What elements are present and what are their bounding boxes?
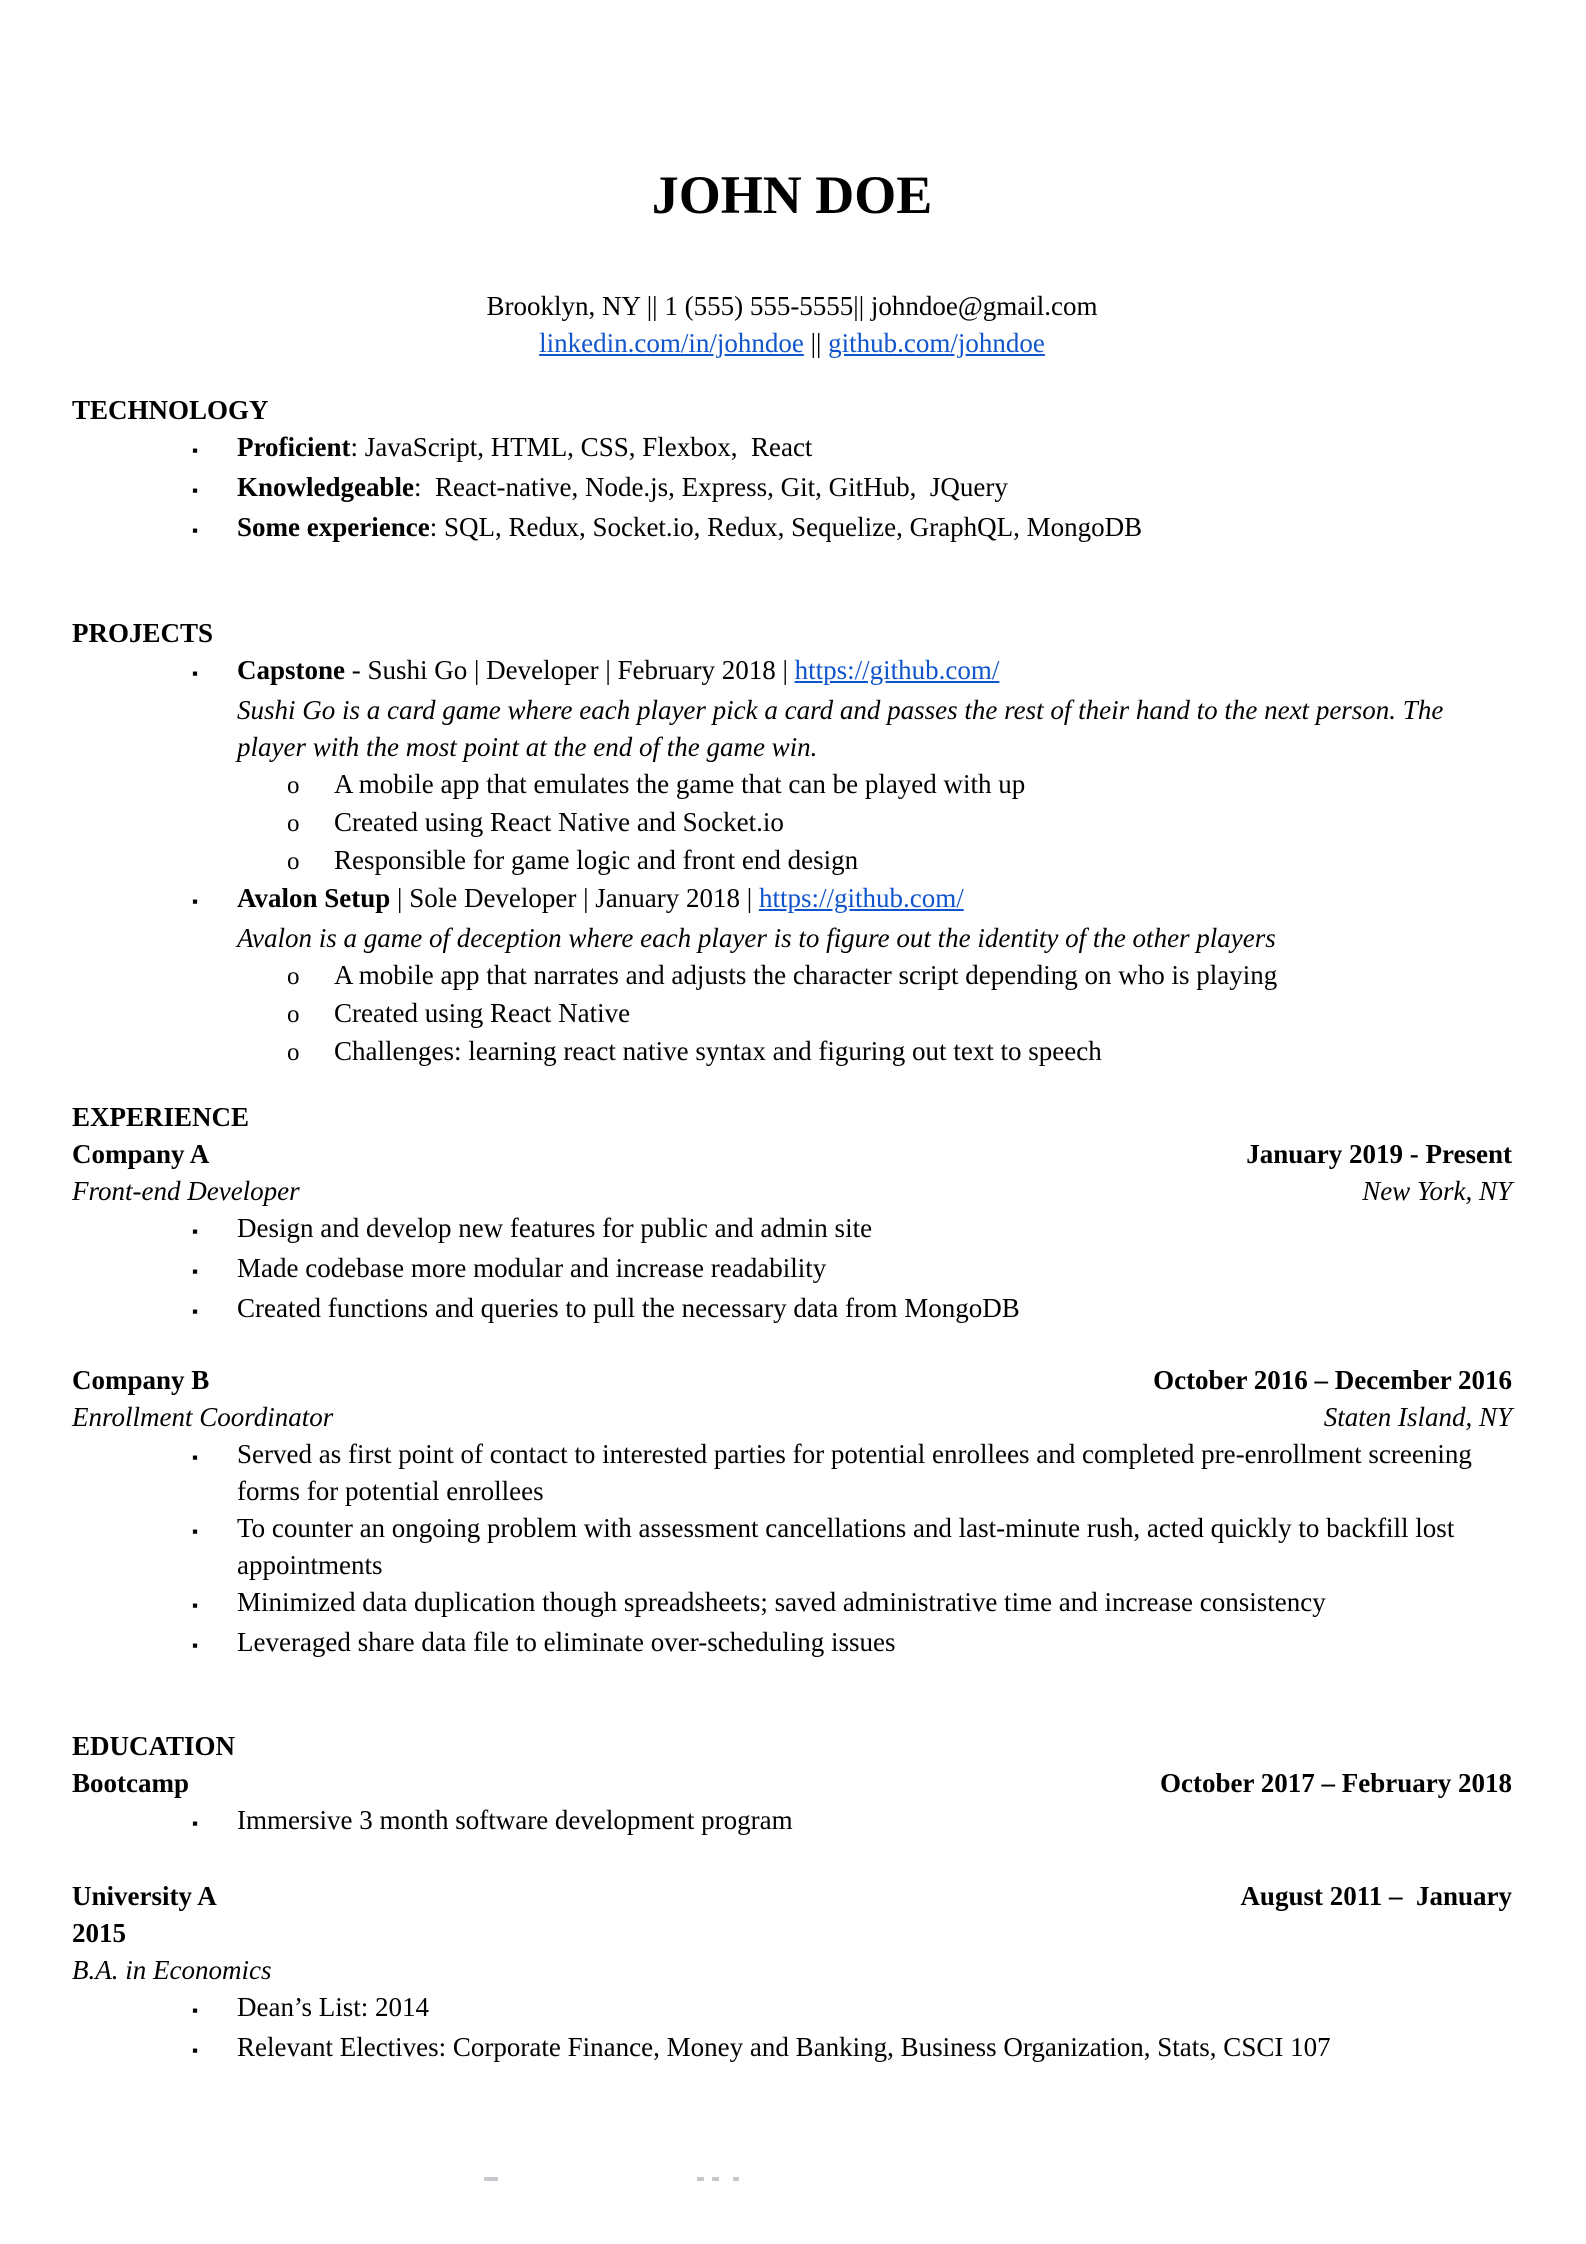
project-name: Avalon Setup (237, 883, 391, 913)
bullet-icon: ▪ (192, 1222, 199, 1241)
project-detail-text: Responsible for game logic and front end design (334, 845, 859, 875)
sub-bullet-icon: o (287, 1001, 300, 1028)
school-bullet-text: Immersive 3 month software development program (237, 1805, 793, 1835)
school-name: Bootcamp (72, 1768, 189, 1798)
project-title-row (72, 652, 1512, 692)
project-title-row (72, 880, 1512, 920)
page-artifact (697, 2177, 704, 2181)
section-education (72, 1728, 1512, 2069)
section-experience (72, 1099, 1512, 1664)
project-meta: | Sole Developer | January 2018 | (390, 883, 759, 913)
job-role: Front-end Developer (72, 1176, 300, 1206)
sub-bullet-icon: o (287, 810, 300, 837)
job-role: Enrollment Coordinator (72, 1402, 334, 1432)
job-bullet-text: Made codebase more modular and increase readability (237, 1253, 827, 1283)
school-name: University A (72, 1881, 217, 1911)
skill-level-label: Knowledgeable (237, 472, 415, 502)
project-detail-item (72, 842, 1512, 880)
bullet-icon: ▪ (192, 1448, 199, 1467)
page-title: JOHN DOE (651, 165, 933, 225)
list-item (72, 429, 1512, 469)
bullet-icon: ▪ (192, 2001, 199, 2020)
job-bullet-text: Leveraged share data file to eliminate over-scheduling issues (237, 1627, 896, 1657)
skill-level-label: Proficient (237, 432, 351, 462)
job-bullet (72, 1250, 1512, 1290)
sub-bullet-icon: o (287, 1039, 300, 1066)
sub-bullet-icon: o (287, 963, 300, 990)
project-detail-text: Created using React Native (334, 998, 631, 1028)
project-meta: - Sushi Go | Developer | February 2018 | (345, 655, 795, 685)
school-entry (72, 1765, 1512, 1842)
school-bullet-text: Dean’s List: 2014 (237, 1992, 429, 2022)
links-separator: || (803, 328, 829, 358)
bullet-icon: ▪ (192, 892, 199, 911)
bullet-icon: ▪ (192, 1596, 199, 1615)
technology-heading: TECHNOLOGY (72, 395, 269, 425)
list-item (72, 509, 1512, 549)
school-dates: October 2017 – February 2018 (1160, 1768, 1512, 1798)
company-name: Company B (72, 1365, 210, 1395)
company-name: Company A (72, 1139, 210, 1169)
projects-heading: PROJECTS (72, 618, 214, 648)
contact-links-line (72, 325, 1512, 362)
job-entry (72, 1362, 1512, 1664)
job-location: Staten Island, NY (1323, 1402, 1512, 1432)
project-description: Avalon is a game of deception where each player is to figure out the identity of the other players (237, 923, 1276, 953)
school-dates-wrap: 2015 (72, 1918, 126, 1948)
school-entry (72, 1878, 1512, 2069)
page-artifact (484, 2177, 498, 2181)
job-bullet (72, 1624, 1512, 1664)
experience-heading: EXPERIENCE (72, 1102, 250, 1132)
project-detail-item (72, 766, 1512, 804)
project-detail-text: A mobile app that narrates and adjusts the character script depending on who is playing (334, 960, 1278, 990)
skill-level-label: Some experience (237, 512, 430, 542)
project-description: Sushi Go is a card game where each player pick a card and passes the rest of their hand to the next person. The player with the most point at the end of the game win. (237, 695, 1451, 762)
contact-block (72, 288, 1512, 362)
skill-list: : JavaScript, HTML, CSS, Flexbox, React (350, 432, 813, 462)
skill-list: : SQL, Redux, Socket.io, Redux, Sequelize, GraphQL, MongoDB (429, 512, 1143, 542)
project-detail-item (72, 804, 1512, 842)
skill-list: : React-native, Node.js, Express, Git, GitHub, JQuery (414, 472, 1008, 502)
bullet-icon: ▪ (192, 441, 199, 460)
school-bullet (72, 1989, 1512, 2029)
project-detail-text: A mobile app that emulates the game that can be played with up (334, 769, 1026, 799)
job-bullet-text: Design and develop new features for public and admin site (237, 1213, 873, 1243)
job-bullet (72, 1436, 1512, 1510)
sub-bullet-icon: o (287, 848, 300, 875)
job-bullet-text: Created functions and queries to pull the necessary data from MongoDB (237, 1293, 1020, 1323)
bullet-icon: ▪ (192, 521, 199, 540)
page-artifact (712, 2177, 719, 2181)
sub-bullet-icon: o (287, 772, 300, 799)
bullet-icon: ▪ (192, 1522, 199, 1541)
job-bullet (72, 1584, 1512, 1624)
job-location: New York, NY (1362, 1176, 1512, 1206)
linkedin-link[interactable]: linkedin.com/in/johndoe (539, 328, 804, 358)
job-bullet (72, 1510, 1512, 1584)
bullet-icon: ▪ (192, 664, 199, 683)
project-detail-item (72, 995, 1512, 1033)
school-dates: August 2011 – January (1240, 1881, 1512, 1911)
school-bullet (72, 1802, 1512, 1842)
list-item (72, 469, 1512, 509)
bullet-icon: ▪ (192, 1814, 199, 1833)
job-bullet-text: Served as first point of contact to interested parties for potential enrollees and completed pre-enrollment screening forms for potential enrollees (237, 1439, 1479, 1506)
bullet-icon: ▪ (192, 481, 199, 500)
job-bullet-text: To counter an ongoing problem with assessment cancellations and last-minute rush, acted quickly to backfill lost appointments (237, 1513, 1462, 1580)
bullet-icon: ▪ (192, 1636, 199, 1655)
degree: B.A. in Economics (72, 1955, 272, 1985)
page-artifact (733, 2177, 739, 2181)
education-heading: EDUCATION (72, 1731, 236, 1761)
job-bullet (72, 1290, 1512, 1330)
contact-line: Brooklyn, NY || 1 (555) 555-5555|| johndoe@gmail.com (486, 291, 1098, 321)
school-bullet (72, 2029, 1512, 2069)
bullet-icon: ▪ (192, 1302, 199, 1321)
job-dates: October 2016 – December 2016 (1153, 1365, 1512, 1395)
project-detail-item (72, 957, 1512, 995)
project-github-link[interactable]: https://github.com/ (794, 655, 1000, 685)
section-technology (72, 392, 1512, 549)
project-detail-item (72, 1033, 1512, 1071)
project-name: Capstone (237, 655, 346, 685)
bullet-icon: ▪ (192, 1262, 199, 1281)
school-bullet-text: Relevant Electives: Corporate Finance, Money and Banking, Business Organization, Stats, CSCI 107 (237, 2032, 1331, 2062)
job-bullet (72, 1210, 1512, 1250)
job-entry (72, 1136, 1512, 1330)
section-projects (72, 615, 1512, 1071)
job-dates: January 2019 - Present (1246, 1139, 1512, 1169)
job-bullet-text: Minimized data duplication though spreadsheets; saved administrative time and increase consistency (237, 1587, 1326, 1617)
project-github-link[interactable]: https://github.com/ (758, 883, 964, 913)
project-detail-text: Challenges: learning react native syntax and figuring out text to speech (334, 1036, 1102, 1066)
github-link[interactable]: github.com/johndoe (828, 328, 1045, 358)
bullet-icon: ▪ (192, 2041, 199, 2060)
project-detail-text: Created using React Native and Socket.io (334, 807, 784, 837)
